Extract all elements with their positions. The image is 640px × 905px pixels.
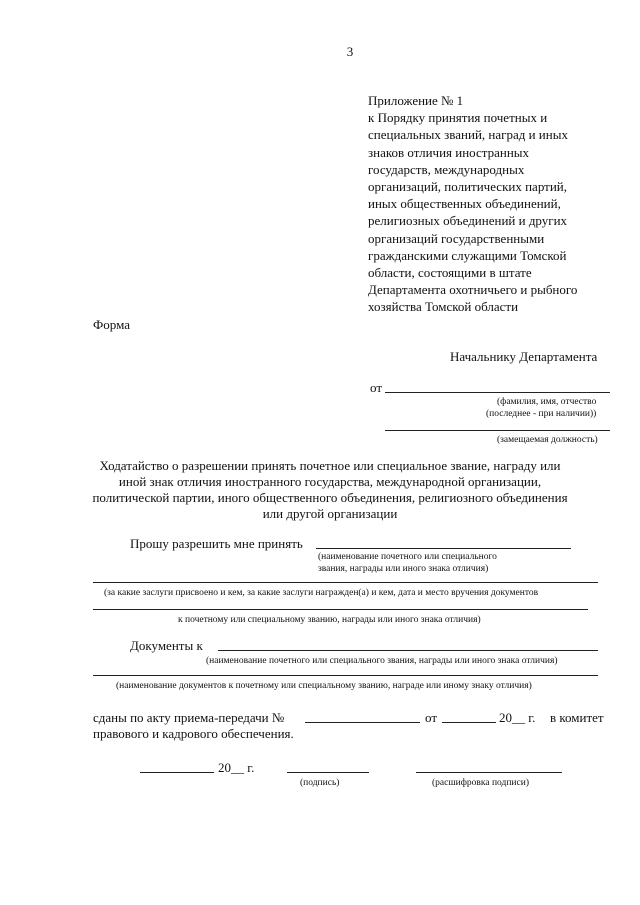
name-field-line[interactable] [385, 392, 610, 393]
request-hint-1: (наименование почетного или специального [318, 552, 497, 562]
award-field-line[interactable] [316, 548, 571, 549]
documents-hint-1: (наименование почетного или специального звания, награды или иного знака отличия) [206, 656, 558, 666]
documents-label: Документы к [130, 638, 203, 653]
handover-prefix: сданы по акту приема-передачи № [93, 710, 285, 725]
title-line: политической партии, иного общественного объединения, религиозного объединения [92, 490, 568, 505]
signature-date-line[interactable] [140, 772, 214, 773]
form-label: Форма [93, 317, 130, 332]
signature-decode-hint: (расшифровка подписи) [432, 778, 529, 788]
appendix-line: к Порядку принятия почетных и [368, 110, 548, 126]
signature-line[interactable] [287, 772, 369, 773]
signature-decode-line[interactable] [416, 772, 562, 773]
act-number-line[interactable] [305, 722, 420, 723]
handover-date-line[interactable] [442, 722, 496, 723]
merit-field-line[interactable] [93, 582, 598, 583]
merit-hint: (за какие заслуги присвоено и кем, за какие заслуги награжден(а) и кем, дата и место вручения документов [104, 588, 539, 598]
title-line: Ходатайство о разрешении принять почетное или специальное звание, награду или [99, 458, 561, 473]
from-label: от [370, 380, 383, 395]
appendix-line: области, состоящими в штате [368, 265, 532, 281]
appendix-line: религиозных объединений и других [368, 213, 568, 229]
appendix-line: организаций, политических партий, [368, 179, 567, 195]
request-hint-2: звания, награды или иного знака отличия) [318, 564, 489, 574]
appendix-line: государств, международных [368, 161, 525, 177]
hint-position: (замещаемая должность) [497, 435, 598, 445]
appendix-line: Департамента охотничьего и рыбного [368, 282, 578, 298]
handover-year: 20__ г. [499, 710, 536, 725]
signature-year: 20__ г. [218, 760, 255, 775]
title-line: или другой организации [262, 506, 398, 521]
appendix-line: гражданскими служащими Томской [368, 247, 567, 263]
hint-name-2: (последнее - при наличии)) [486, 409, 597, 419]
appendix-block [368, 92, 628, 316]
petition-title [80, 458, 580, 522]
documents-hint-2: (наименование документов к почетному или специальному званию, награде или иному знаку отличия) [116, 681, 532, 691]
handover-suffix: в комитет [550, 710, 604, 725]
appendix-line: иных общественных объединений, [368, 196, 561, 212]
title-line: иной знак отличия иностранного государства, международной организации, [118, 474, 542, 489]
merit-field-line-2[interactable] [93, 609, 588, 610]
appendix-line: хозяйства Томской области [368, 299, 519, 315]
request-text: Прошу разрешить мне принять [130, 536, 303, 551]
appendix-line: Приложение № 1 [368, 93, 464, 108]
hint-name-1: (фамилия, имя, отчество [497, 397, 597, 407]
documents-award-line[interactable] [218, 650, 598, 651]
signature-hint: (подпись) [300, 778, 340, 788]
documents-list-line[interactable] [93, 675, 598, 676]
merit-hint-2: к почетному или специальному званию, награды или иного знака отличия) [178, 615, 481, 625]
appendix-line: знаков отличия иностранных [368, 144, 530, 160]
appendix-line: организаций государственными [368, 230, 545, 246]
page-number: 3 [346, 44, 354, 59]
addressee: Начальнику Департамента [450, 349, 598, 364]
position-field-line[interactable] [385, 430, 610, 431]
handover-from-label: от [425, 710, 438, 725]
appendix-line: специальных званий, наград и иных [368, 127, 568, 143]
handover-line2: правового и кадрового обеспечения. [93, 726, 294, 741]
